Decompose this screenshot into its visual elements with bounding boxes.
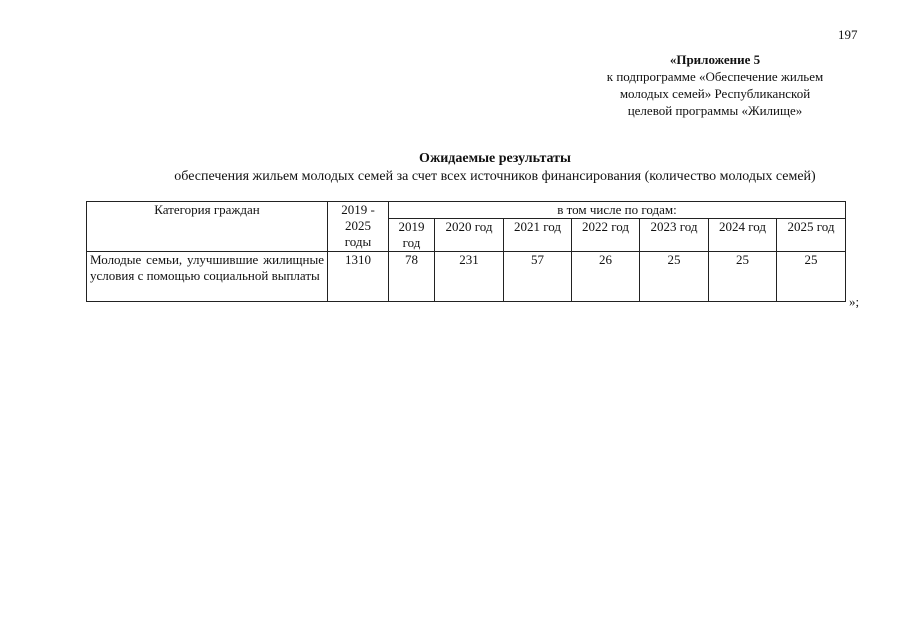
- category-header: Категория граждан: [87, 202, 328, 252]
- header-row: [87, 202, 846, 219]
- appendix-block: [560, 51, 870, 119]
- total-cell: 1310: [328, 252, 389, 302]
- value-cell: 57: [504, 252, 572, 302]
- year-header: 2022 год: [572, 219, 640, 252]
- appendix-line: целевой программы «Жилище»: [627, 103, 803, 118]
- value-cell: 25: [640, 252, 709, 302]
- value-cell: 231: [435, 252, 504, 302]
- value-cell: 78: [389, 252, 435, 302]
- value-cell: 25: [777, 252, 846, 302]
- year-header: 2025 год: [777, 219, 846, 252]
- by-year-header: в том числе по годам:: [389, 202, 846, 219]
- value-cell: 26: [572, 252, 640, 302]
- document-heading: [60, 150, 905, 186]
- heading-sub: обеспечения жильем молодых семей за счет всех источников финансирования (количество молодых семей): [174, 169, 816, 184]
- value-cell: 25: [709, 252, 777, 302]
- total-header: 2019 - 2025 годы: [328, 202, 389, 252]
- table-row: [87, 252, 846, 302]
- heading-main: Ожидаемые результаты: [419, 151, 571, 166]
- appendix-line: молодых семей» Республиканской: [619, 86, 811, 101]
- page-number: 197: [838, 27, 858, 42]
- appendix-line: к подпрограмме «Обеспечение жильем: [606, 69, 824, 84]
- year-header: 2019 год: [389, 219, 435, 252]
- year-header: 2021 год: [504, 219, 572, 252]
- results-table: [86, 201, 846, 302]
- year-header: 2020 год: [435, 219, 504, 252]
- year-header: 2024 год: [709, 219, 777, 252]
- appendix-title: «Приложение 5: [669, 52, 761, 67]
- category-cell: Молодые семьи, улучшившие жилищные условия с помощью социальной выплаты: [87, 252, 328, 302]
- closing-mark: »;: [849, 294, 860, 309]
- year-header: 2023 год: [640, 219, 709, 252]
